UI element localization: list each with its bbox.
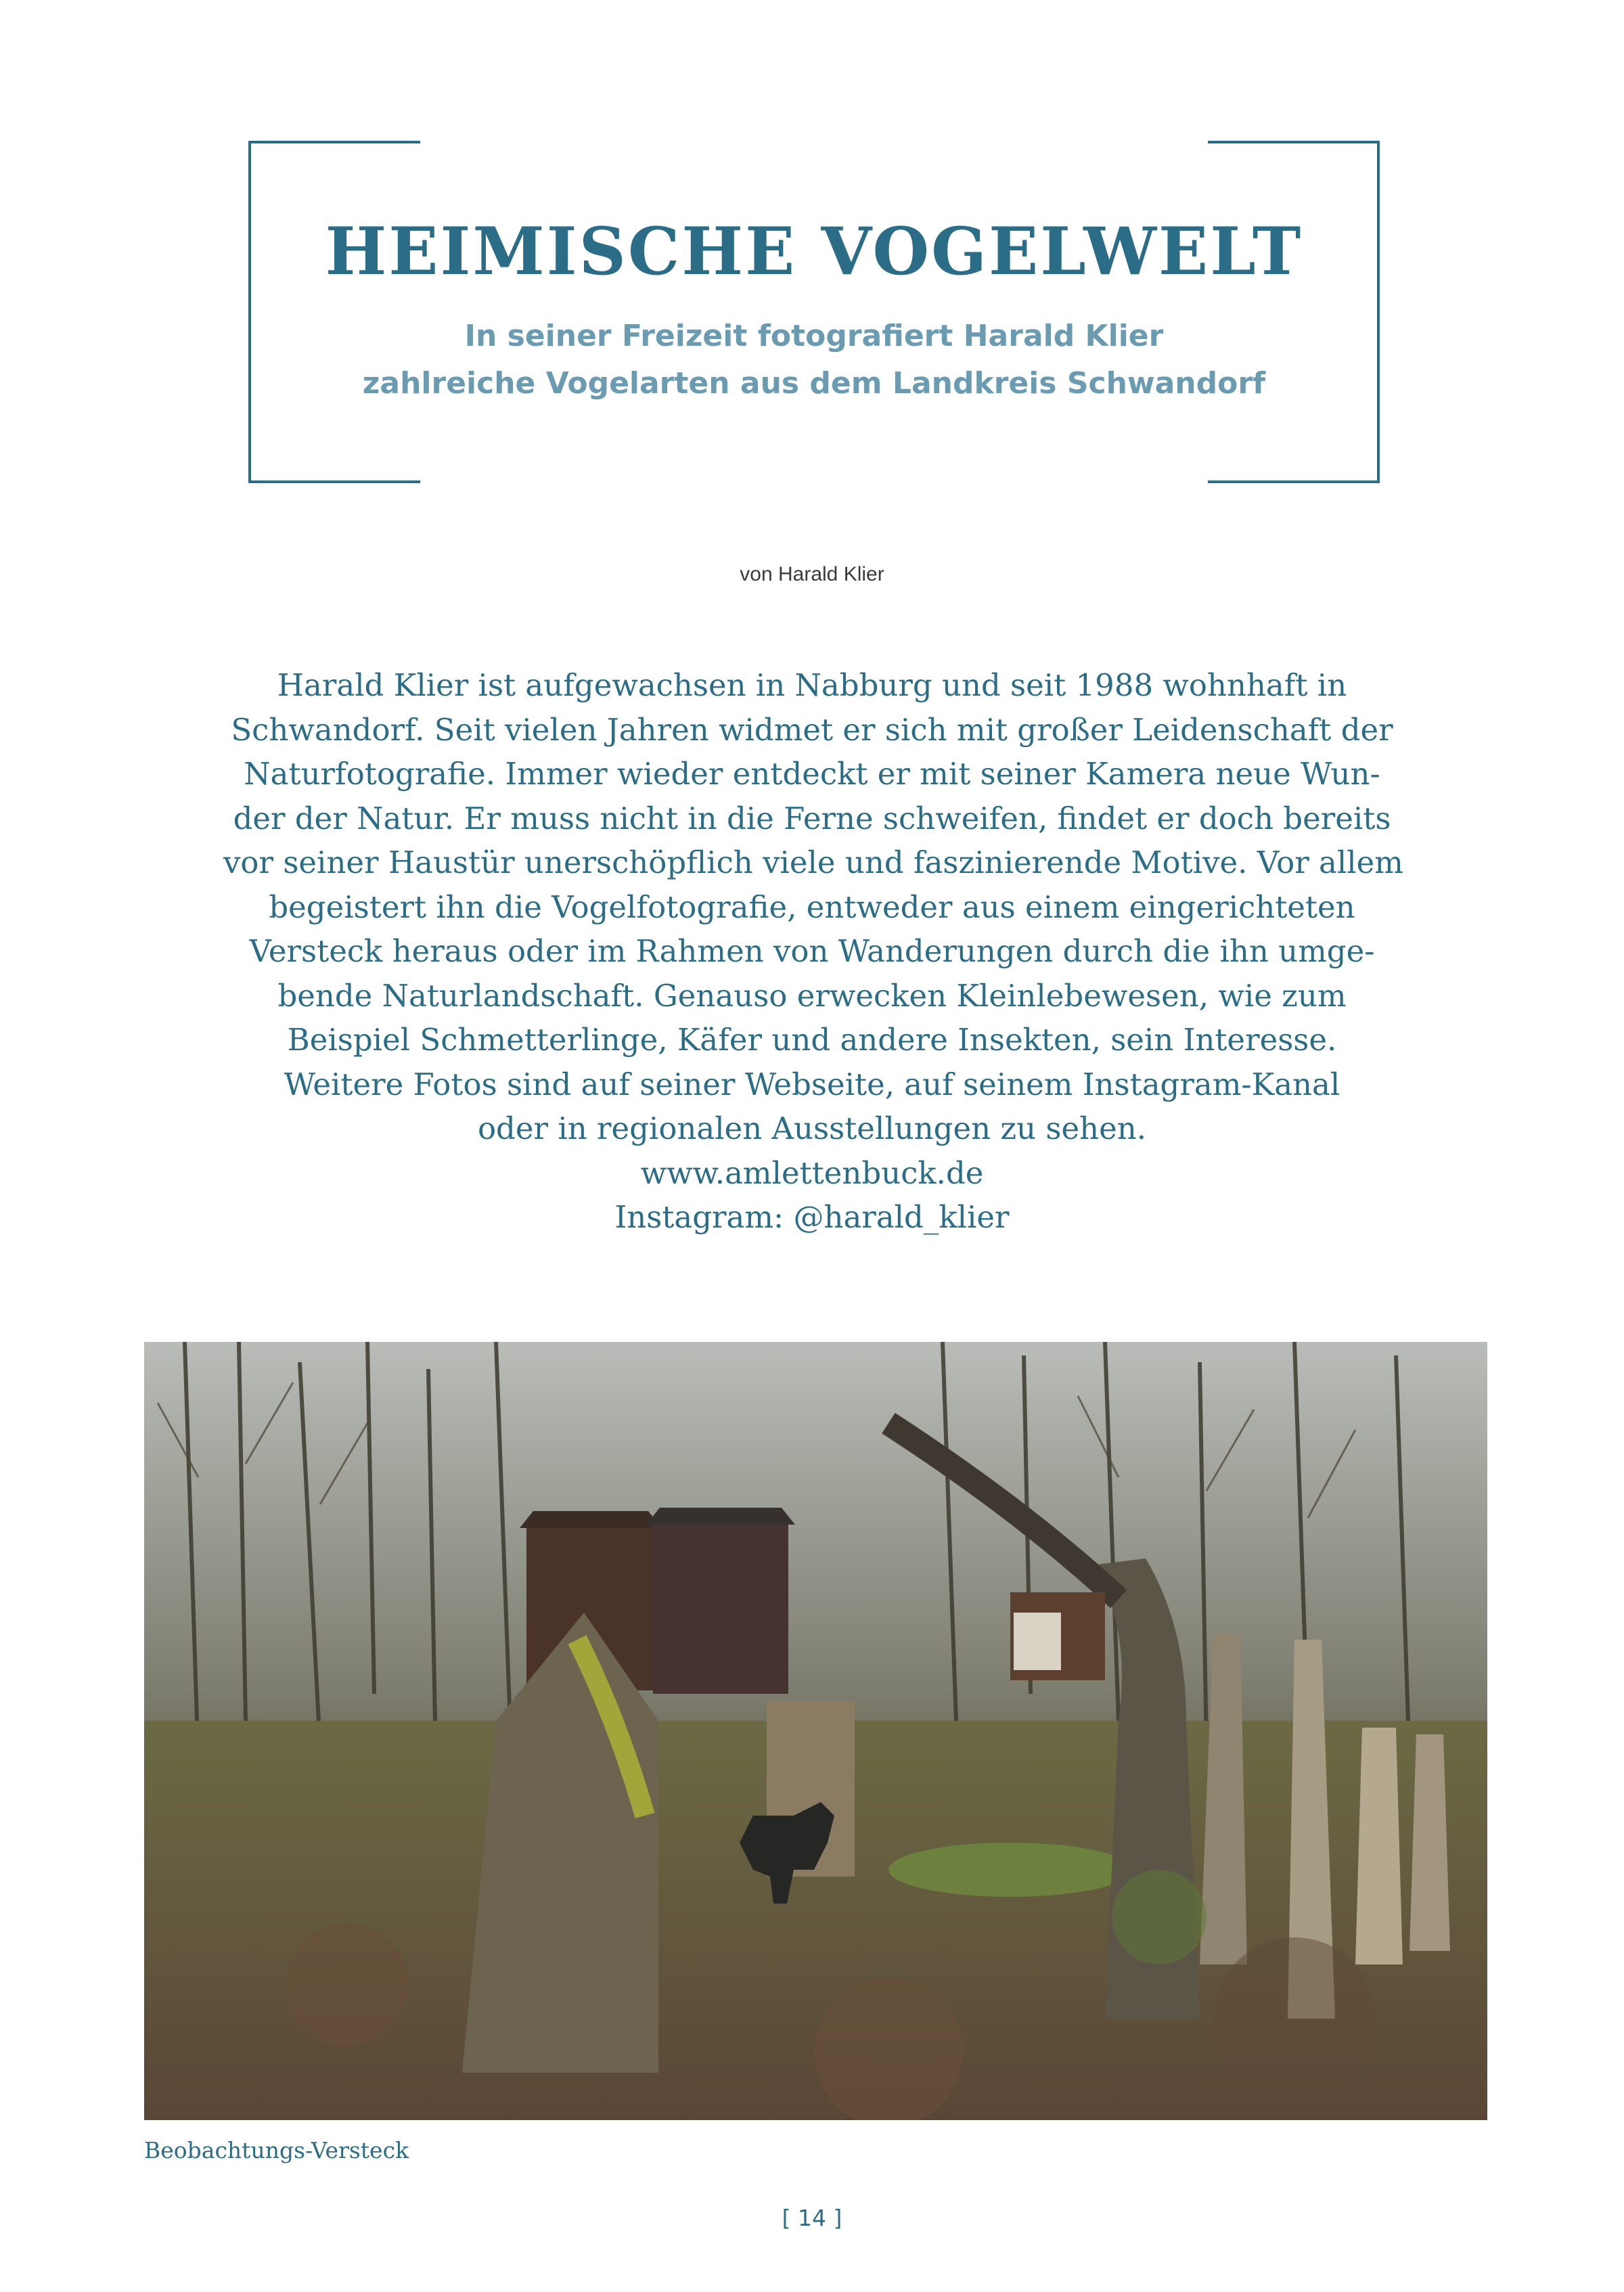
body-line: oder in regionalen Ausstellungen zu sehen. — [477, 1110, 1147, 1146]
page-number: [ 14 ] — [782, 2205, 842, 2231]
subtitle-line: In seiner Freizeit fotografiert Harald Klier — [464, 319, 1164, 353]
body-line: Naturfotografie. Immer wieder entdeckt er mit seiner Kamera neue Wun- — [244, 756, 1380, 792]
article-subtitle — [248, 313, 1380, 407]
body-line: begeistert ihn die Vogelfotografie, entweder aus einem eingerichteten — [269, 889, 1355, 925]
article-title: HEIMISCHE VOGELWELT — [325, 213, 1303, 290]
body-line: Versteck heraus oder im Rahmen von Wanderungen durch die ihn umge- — [249, 933, 1375, 969]
subtitle-line: zahlreiche Vogelarten aus dem Landkreis Schwandorf — [362, 366, 1266, 401]
body-line: bende Naturlandschaft. Genauso erwecken Kleinlebewesen, wie zum — [277, 977, 1347, 1014]
photo-caption: Beobachtungs-Versteck — [144, 2137, 409, 2163]
article-body — [223, 663, 1401, 1240]
forest-photo — [144, 1342, 1487, 2120]
body-line: Schwandorf. Seit vielen Jahren widmet er sich mit großer Leidenschaft der — [231, 711, 1393, 748]
website-link[interactable]: www.amlettenbuck.de — [640, 1154, 984, 1191]
body-line: der der Natur. Er muss nicht in die Ferne schweifen, findet er doch bereits — [233, 800, 1391, 836]
author-byline: von Harald Klier — [740, 563, 884, 585]
body-line: Weitere Fotos sind auf seiner Webseite, auf seinem Instagram-Kanal — [284, 1066, 1340, 1102]
instagram-handle[interactable]: Instagram: @harald_klier — [614, 1199, 1010, 1235]
body-line: Beispiel Schmetterlinge, Käfer und andere Insekten, sein Interesse. — [287, 1022, 1337, 1058]
body-line: Harald Klier ist aufgewachsen in Nabburg und seit 1988 wohnhaft in — [277, 667, 1347, 703]
body-line: vor seiner Haustür unerschöpflich viele und faszinierende Motive. Vor allem — [223, 845, 1403, 880]
